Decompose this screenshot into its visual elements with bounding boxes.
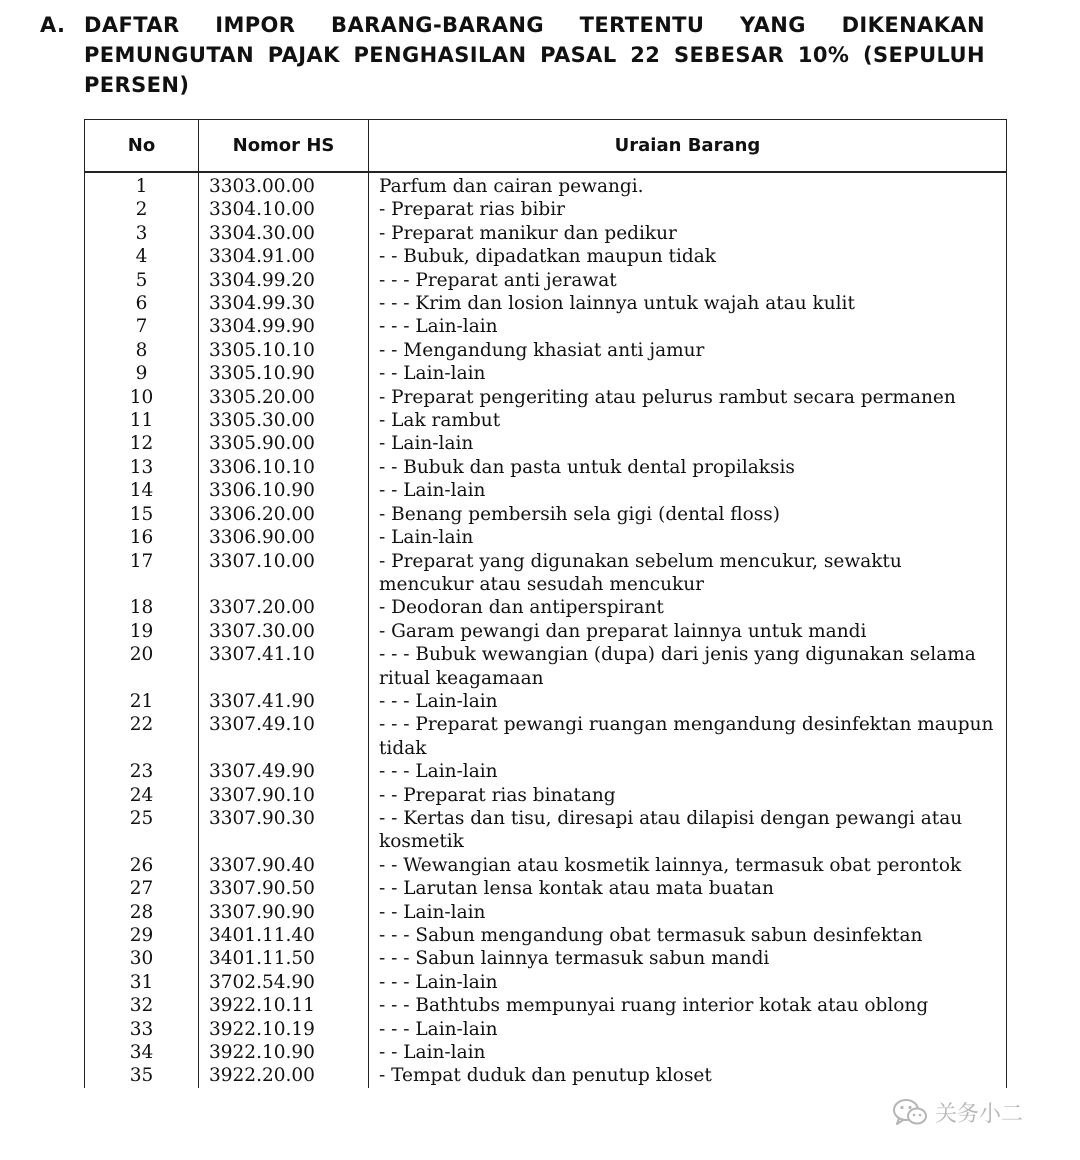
header-hs-number: Nomor HS: [199, 120, 369, 173]
item-description: - - - Bubuk wewangian (dupa) dari jenis yang digunakan selama ritual keagamaan: [369, 643, 1007, 690]
row-number: 26: [85, 854, 199, 877]
row-number: 16: [85, 526, 199, 549]
hs-code: 3922.10.11: [199, 994, 369, 1017]
hs-code: 3304.10.00: [199, 198, 369, 221]
row-number: 22: [85, 713, 199, 760]
item-description: - - - Lain-lain: [369, 760, 1007, 783]
table-row: [85, 362, 1007, 385]
row-number: 9: [85, 362, 199, 385]
item-description: - Benang pembersih sela gigi (dental floss): [369, 503, 1007, 526]
table-row: [85, 245, 1007, 268]
item-description: - - Lain-lain: [369, 362, 1007, 385]
hs-code: 3307.90.30: [199, 807, 369, 854]
item-description: - - Bubuk dan pasta untuk dental propilaksis: [369, 456, 1007, 479]
row-number: 33: [85, 1018, 199, 1041]
table-row: [85, 760, 1007, 783]
hs-code: 3304.91.00: [199, 245, 369, 268]
hs-code: 3307.30.00: [199, 620, 369, 643]
table-row: [85, 409, 1007, 432]
table-row: [85, 713, 1007, 760]
hs-code: 3307.49.90: [199, 760, 369, 783]
item-description: - - Lain-lain: [369, 479, 1007, 502]
table-row: [85, 339, 1007, 362]
table-row: [85, 690, 1007, 713]
table-row: [85, 479, 1007, 502]
item-description: - Preparat pengeriting atau pelurus rambut secara permanen: [369, 386, 1007, 409]
table-row: [85, 456, 1007, 479]
table-row: [85, 550, 1007, 597]
table-row: [85, 901, 1007, 924]
wechat-icon: [891, 1097, 929, 1127]
item-description: - Lak rambut: [369, 409, 1007, 432]
table-row: [85, 503, 1007, 526]
item-description: - - - Lain-lain: [369, 315, 1007, 338]
hs-code: 3306.10.10: [199, 456, 369, 479]
hs-code: 3306.20.00: [199, 503, 369, 526]
table-row: [85, 877, 1007, 900]
row-number: 17: [85, 550, 199, 597]
item-description: - - - Preparat pewangi ruangan mengandung desinfektan maupun tidak: [369, 713, 1007, 760]
table-row: [85, 994, 1007, 1017]
row-number: 25: [85, 807, 199, 854]
section-title: DAFTAR IMPOR BARANG-BARANG TERTENTU YANG DIKENAKAN PEMUNGUTAN PAJAK PENGHASILAN PASAL 22 SEBESAR 10% (SEPULUH PERSEN): [84, 13, 985, 97]
hs-code: 3305.10.10: [199, 339, 369, 362]
table-row: [85, 1041, 1007, 1064]
section-heading: [40, 10, 985, 100]
item-description: - - - Sabun mengandung obat termasuk sabun desinfektan: [369, 924, 1007, 947]
item-description: - Preparat yang digunakan sebelum mencukur, sewaktu mencukur atau sesudah mencukur: [369, 550, 1007, 597]
row-number: 19: [85, 620, 199, 643]
row-number: 32: [85, 994, 199, 1017]
hs-code: 3305.10.90: [199, 362, 369, 385]
hs-code: 3922.10.19: [199, 1018, 369, 1041]
item-description: - - Kertas dan tisu, diresapi atau dilapisi dengan pewangi atau kosmetik: [369, 807, 1007, 854]
hs-code: 3307.41.90: [199, 690, 369, 713]
row-number: 1: [85, 172, 199, 198]
hs-code: 3304.30.00: [199, 222, 369, 245]
table-row: [85, 315, 1007, 338]
row-number: 2: [85, 198, 199, 221]
row-number: 12: [85, 432, 199, 455]
section-letter: A.: [40, 13, 66, 37]
table-row: [85, 596, 1007, 619]
item-description: - Preparat rias bibir: [369, 198, 1007, 221]
row-number: 4: [85, 245, 199, 268]
item-description: - - - Lain-lain: [369, 690, 1007, 713]
hs-code: 3305.90.00: [199, 432, 369, 455]
table-row: [85, 1018, 1007, 1041]
item-description: - Tempat duduk dan penutup kloset: [369, 1064, 1007, 1087]
table-header-row: [85, 120, 1007, 173]
hs-code: 3304.99.30: [199, 292, 369, 315]
row-number: 3: [85, 222, 199, 245]
hs-code: 3304.99.90: [199, 315, 369, 338]
row-number: 23: [85, 760, 199, 783]
row-number: 8: [85, 339, 199, 362]
item-description: - Deodoran dan antiperspirant: [369, 596, 1007, 619]
table-row: [85, 620, 1007, 643]
item-description: - - Lain-lain: [369, 1041, 1007, 1064]
hs-code: 3306.10.90: [199, 479, 369, 502]
item-description: - Lain-lain: [369, 432, 1007, 455]
table-row: [85, 172, 1007, 198]
table-row: [85, 807, 1007, 854]
item-description: - - - Preparat anti jerawat: [369, 269, 1007, 292]
table-row: [85, 222, 1007, 245]
item-description: - - Lain-lain: [369, 901, 1007, 924]
table-row: [85, 971, 1007, 994]
row-number: 31: [85, 971, 199, 994]
item-description: - - - Lain-lain: [369, 971, 1007, 994]
row-number: 7: [85, 315, 199, 338]
hs-code: 3305.30.00: [199, 409, 369, 432]
row-number: 5: [85, 269, 199, 292]
hs-code: 3702.54.90: [199, 971, 369, 994]
header-no: No: [85, 120, 199, 173]
row-number: 15: [85, 503, 199, 526]
table-body: [85, 172, 1007, 1088]
row-number: 35: [85, 1064, 199, 1087]
hs-code: 3305.20.00: [199, 386, 369, 409]
row-number: 28: [85, 901, 199, 924]
row-number: 10: [85, 386, 199, 409]
item-description: - - - Lain-lain: [369, 1018, 1007, 1041]
item-description: - - - Bathtubs mempunyai ruang interior kotak atau oblong: [369, 994, 1007, 1017]
hs-code: 3306.90.00: [199, 526, 369, 549]
row-number: 34: [85, 1041, 199, 1064]
hs-code-table: [84, 119, 1007, 1088]
row-number: 30: [85, 947, 199, 970]
hs-code: 3303.00.00: [199, 172, 369, 198]
table-row: [85, 643, 1007, 690]
table-row: [85, 924, 1007, 947]
table-row: [85, 526, 1007, 549]
item-description: - - Mengandung khasiat anti jamur: [369, 339, 1007, 362]
row-number: 24: [85, 784, 199, 807]
hs-code: 3307.90.40: [199, 854, 369, 877]
table-row: [85, 292, 1007, 315]
hs-code: 3922.20.00: [199, 1064, 369, 1087]
row-number: 27: [85, 877, 199, 900]
hs-code: 3307.41.10: [199, 643, 369, 690]
row-number: 18: [85, 596, 199, 619]
table-row: [85, 386, 1007, 409]
hs-code: 3307.90.50: [199, 877, 369, 900]
hs-code: 3307.20.00: [199, 596, 369, 619]
table-row: [85, 854, 1007, 877]
table-row: [85, 269, 1007, 292]
table-row: [85, 784, 1007, 807]
hs-code: 3922.10.90: [199, 1041, 369, 1064]
row-number: 6: [85, 292, 199, 315]
row-number: 20: [85, 643, 199, 690]
item-description: - - Preparat rias binatang: [369, 784, 1007, 807]
hs-code: 3304.99.20: [199, 269, 369, 292]
item-description: - - - Krim dan losion lainnya untuk wajah atau kulit: [369, 292, 1007, 315]
item-description: - - Wewangian atau kosmetik lainnya, termasuk obat perontok: [369, 854, 1007, 877]
table-row: [85, 947, 1007, 970]
item-description: - - Larutan lensa kontak atau mata buatan: [369, 877, 1007, 900]
item-description: - - Bubuk, dipadatkan maupun tidak: [369, 245, 1007, 268]
watermark-text: 关务小二: [935, 1101, 1024, 1127]
item-description: - Preparat manikur dan pedikur: [369, 222, 1007, 245]
row-number: 11: [85, 409, 199, 432]
hs-code: 3307.10.00: [199, 550, 369, 597]
item-description: - - - Sabun lainnya termasuk sabun mandi: [369, 947, 1007, 970]
row-number: 14: [85, 479, 199, 502]
item-description: - Lain-lain: [369, 526, 1007, 549]
watermark: [891, 1094, 1023, 1130]
row-number: 29: [85, 924, 199, 947]
header-description: Uraian Barang: [369, 120, 1007, 173]
hs-code: 3401.11.50: [199, 947, 369, 970]
hs-code: 3401.11.40: [199, 924, 369, 947]
item-description: - Garam pewangi dan preparat lainnya untuk mandi: [369, 620, 1007, 643]
item-description: Parfum dan cairan pewangi.: [369, 172, 1007, 198]
hs-code: 3307.90.90: [199, 901, 369, 924]
hs-code: 3307.90.10: [199, 784, 369, 807]
row-number: 13: [85, 456, 199, 479]
table-row: [85, 432, 1007, 455]
hs-code: 3307.49.10: [199, 713, 369, 760]
table-row: [85, 198, 1007, 221]
row-number: 21: [85, 690, 199, 713]
table-row: [85, 1064, 1007, 1087]
